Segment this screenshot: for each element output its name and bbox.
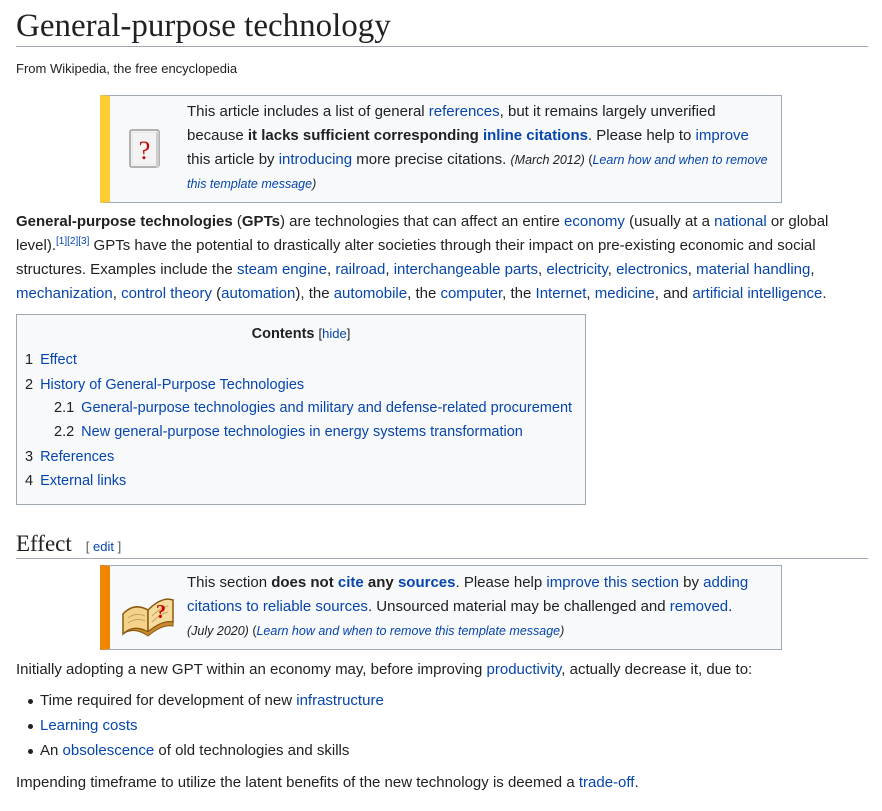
edit-bracket: ]: [113, 539, 122, 554]
effect-paragraph: [16, 658, 752, 682]
introducing-link[interactable]: introducing: [278, 151, 353, 168]
list-text: Time required for development of new: [40, 692, 297, 709]
notice-emphasis: does not: [271, 574, 334, 591]
question-book-icon: [110, 96, 186, 202]
edit-section-link[interactable]: edit: [93, 539, 114, 554]
svg-text:?: ?: [138, 136, 151, 165]
edit-bracket: [: [85, 539, 93, 554]
toc-label: External links: [40, 473, 127, 489]
infrastructure-link[interactable]: infrastructure: [296, 692, 384, 709]
open-book-question-icon: [110, 566, 186, 649]
notice-date: (July 2020): [187, 624, 249, 638]
para-text: ,: [537, 261, 547, 278]
notice-text: This section: [187, 574, 272, 591]
medicine-link[interactable]: medicine: [594, 285, 655, 302]
para-text: (: [211, 285, 222, 302]
svg-text:?: ?: [156, 601, 166, 623]
refimprove-text: [187, 96, 771, 196]
notice-text: ): [560, 624, 565, 638]
notice-date: (March 2012): [510, 153, 585, 167]
computer-link[interactable]: computer: [440, 285, 503, 302]
list-text: of old technologies and skills: [154, 742, 350, 759]
railroad-link[interactable]: railroad: [335, 261, 386, 278]
removed-link[interactable]: removed: [669, 598, 729, 615]
toc-number: 1: [25, 352, 34, 368]
inline-citations-link[interactable]: inline citations: [482, 127, 588, 144]
trade-off-link[interactable]: trade-off: [578, 774, 635, 791]
effect-list: [16, 688, 384, 763]
para-text: ), the: [295, 285, 334, 302]
notice-text: this article by: [187, 151, 279, 168]
sources-link[interactable]: sources: [397, 574, 456, 591]
automobile-link[interactable]: automobile: [333, 285, 408, 302]
refimprove-notice: [100, 95, 782, 203]
toc-item-external-links[interactable]: [25, 471, 126, 491]
para-text: .: [634, 774, 639, 791]
citation-links[interactable]: [1][2][3]: [56, 236, 90, 247]
toc-number: 2.1: [54, 400, 75, 416]
table-of-contents: [16, 314, 586, 505]
learn-remove-link[interactable]: Learn how and when to remove this template message: [187, 153, 768, 191]
toc-item-references[interactable]: [25, 447, 114, 467]
toc-title: Contents: [251, 326, 315, 342]
para-text: ) are technologies that can affect an entire: [279, 213, 565, 230]
automation-link[interactable]: automation: [221, 285, 296, 302]
notice-emphasis: it lacks sufficient corresponding: [247, 127, 479, 144]
notice-text: , but it remains largely unverified because: [187, 103, 716, 144]
toc-bracket: ]: [346, 326, 351, 341]
section-heading-effect: [16, 530, 868, 559]
notice-text: ): [312, 177, 317, 191]
internet-link[interactable]: Internet: [535, 285, 587, 302]
toc-bracket: [: [318, 326, 323, 341]
notice-text: more precise citations.: [352, 151, 511, 168]
para-text: Impending timeframe to utilize the latent benefits of the new technology is deemed a: [16, 774, 579, 791]
notice-text: by: [678, 574, 704, 591]
lead-abbr: GPTs: [241, 213, 280, 230]
learn-remove-link[interactable]: Learn how and when to remove this template message: [256, 624, 561, 638]
references-link[interactable]: references: [428, 103, 500, 120]
para-text: ,: [687, 261, 697, 278]
national-link[interactable]: national: [714, 213, 767, 230]
para-text: GPTs have the potential to drastically alter societies through their impact on pre-existing economic and social structures. Examples include the: [16, 237, 816, 278]
notice-text: (: [584, 153, 593, 167]
mechanization-link[interactable]: mechanization: [16, 285, 113, 302]
para-text: Initially adopting a new GPT within an economy may, before improving: [16, 661, 487, 678]
article: [16, 0, 868, 791]
para-text: , the: [407, 285, 441, 302]
toc-label: General-purpose technologies and military and defense-related procurement: [81, 400, 573, 416]
bullet: [28, 724, 33, 729]
electronics-link[interactable]: electronics: [616, 261, 688, 278]
list-text: An: [40, 742, 63, 759]
para-text: (: [232, 213, 242, 230]
para-text: ,: [586, 285, 595, 302]
artificial-intelligence-link[interactable]: artificial intelligence: [692, 285, 823, 302]
page-title: General-purpose technology: [16, 0, 868, 47]
improve-link[interactable]: improve: [695, 127, 749, 144]
toc-number: 2.2: [54, 424, 75, 440]
toc-number: 4: [25, 473, 34, 489]
lead-term: General-purpose technologies: [16, 213, 233, 230]
toc-header: [17, 324, 585, 344]
para-text: , the: [502, 285, 536, 302]
para-text: ,: [810, 261, 815, 278]
toc-item-military-procurement[interactable]: [54, 398, 572, 418]
steam-engine-link[interactable]: steam engine: [236, 261, 327, 278]
notice-text: . Please help to: [587, 127, 696, 144]
notice-text: . Unsourced material may be challenged and: [367, 598, 670, 615]
toc-label: New general-purpose technologies in energy systems transformation: [81, 424, 523, 440]
toc-number: 3: [25, 449, 34, 465]
para-text: or global level).: [16, 213, 829, 254]
toc-item-energy-transformation[interactable]: [54, 422, 523, 442]
section-title: Effect: [16, 531, 72, 556]
intro-paragraph: [16, 210, 868, 306]
notice-text: (: [248, 624, 257, 638]
para-text: ,: [112, 285, 122, 302]
bullet: [28, 749, 33, 754]
cite-link[interactable]: cite: [337, 574, 364, 591]
toc-item-effect[interactable]: [25, 350, 77, 370]
list-item: [16, 738, 384, 763]
unreferenced-section-notice: [100, 565, 782, 650]
learning-costs-link[interactable]: Learning costs: [40, 717, 138, 734]
adding-citations-link[interactable]: adding citations to reliable sources: [187, 574, 749, 615]
unreferenced-text: [187, 566, 771, 643]
toc-number: 2: [25, 377, 34, 393]
notice-emphasis: any: [367, 574, 394, 591]
para-text: , actually decrease it, due to:: [561, 661, 753, 678]
notice-text: .: [728, 598, 733, 615]
para-text: (usually at a: [624, 213, 715, 230]
list-item: [16, 713, 384, 738]
para-text: ,: [385, 261, 394, 278]
notice-text: This article includes a list of general: [187, 103, 429, 120]
control-theory-link[interactable]: control theory: [121, 285, 212, 302]
para-text: ,: [607, 261, 617, 278]
tagline: From Wikipedia, the free encyclopedia: [16, 61, 238, 76]
material-handling-link[interactable]: material handling: [696, 261, 811, 278]
para-text: .: [822, 285, 827, 302]
notice-text: . Please help: [455, 574, 547, 591]
tradeoff-paragraph: [16, 771, 639, 795]
toc-label: History of General-Purpose Technologies: [40, 377, 305, 393]
improve-section-link[interactable]: improve this section: [546, 574, 679, 591]
para-text: ,: [327, 261, 336, 278]
interchangeable-parts-link[interactable]: interchangeable parts: [393, 261, 538, 278]
para-text: , and: [654, 285, 693, 302]
list-item: [16, 688, 384, 713]
toc-hide-link[interactable]: hide: [322, 326, 347, 341]
economy-link[interactable]: economy: [564, 213, 625, 230]
obsolescence-link[interactable]: obsolescence: [62, 742, 155, 759]
toc-label: Effect: [40, 352, 77, 368]
productivity-link[interactable]: productivity: [486, 661, 562, 678]
bullet: [28, 699, 33, 704]
toc-item-history[interactable]: [25, 375, 304, 395]
toc-label: References: [40, 449, 115, 465]
electricity-link[interactable]: electricity: [546, 261, 608, 278]
